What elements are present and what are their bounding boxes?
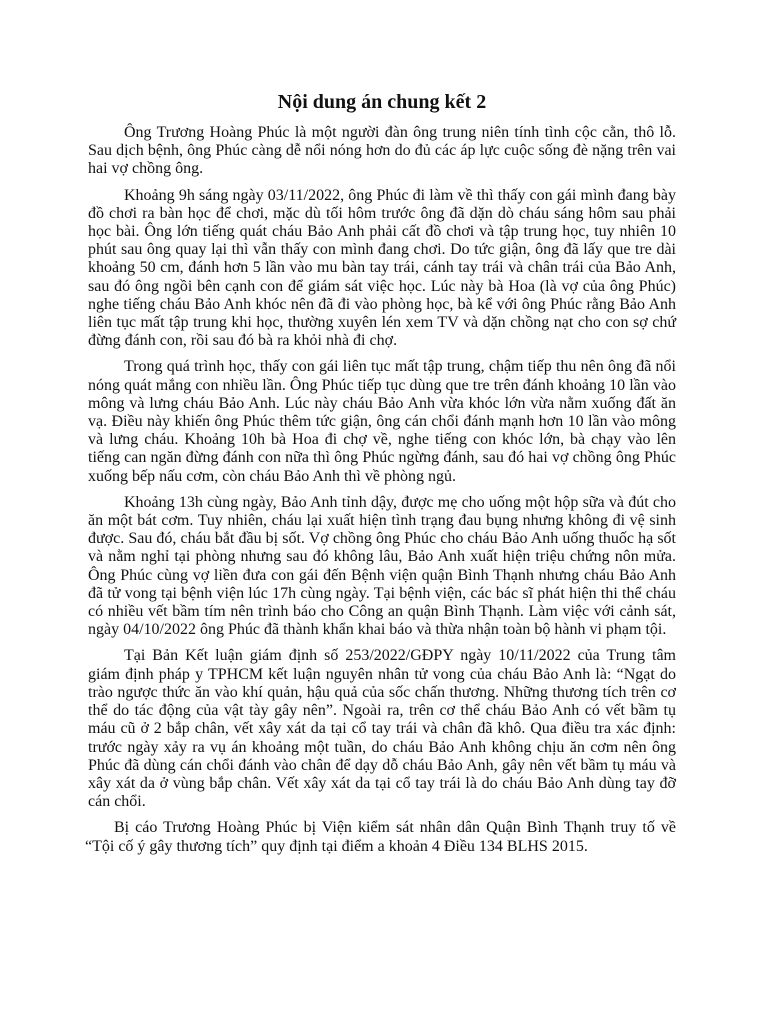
paragraph-3: Trong quá trình học, thấy con gái liên tục mất tập trung, chậm tiếp thu nên ông đã nổi nóng quát mắng con nhiều lần. Ông Phúc tiếp tục dùng que tre trên đánh khoảng 10 lần vào mông và lưng cháu Bảo Anh. Lúc này cháu Bảo Anh vừa khóc lớn vừa nằm xuống đất ăn vạ. Điều này khiến ông Phúc thêm tức giận, ông cán chổi đánh mạnh hơn 10 lần vào mông và lưng cháu. Khoảng 10h bà Hoa đi chợ về, nghe tiếng con khóc lớn, bà chạy vào lên tiếng can ngăn đừng đánh con nữa thì ông Phúc ngừng đánh, sau đó hai vợ chồng ông Phúc xuống bếp nấu cơm, còn cháu Bảo Anh thì về phòng ngủ.	[88, 358, 676, 485]
paragraph-5: Tại Bản Kết luận giám định số 253/2022/GĐPY ngày 10/11/2022 của Trung tâm giám định pháp y TPHCM kết luận nguyên nhân tử vong của cháu Bảo Anh là: “Ngạt do trào ngược thức ăn vào khí quản, hậu quả của sốc chấn thương. Những thương tích trên cơ thể do tác động của vật tày gây nên”. Ngoài ra, trên cơ thể cháu Bảo Anh có vết bầm tụ máu cũ ở 2 bắp chân, vết xây xát da tại cổ tay trái và chân đã khô. Qua điều tra xác định: trước ngày xảy ra vụ án khoảng một tuần, do cháu Bảo Anh không chịu ăn cơm nên ông Phúc đã dùng cán chổi đánh vào chân để dạy dỗ cháu Bảo Anh, gây nên vết bầm tụ máu và xây xát da ở vùng bắp chân. Vết xây xát da tại cổ tay trái là do cháu Bảo Anh dùng tay đỡ cán chổi.	[88, 647, 676, 811]
document-title: Nội dung án chung kết 2	[277, 91, 487, 113]
paragraph-2: Khoảng 9h sáng ngày 03/11/2022, ông Phúc đi làm về thì thấy con gái mình đang bày đồ chơi ra bàn học để chơi, mặc dù tối hôm trước ông đã dặn dò cháu sáng hôm sau phải học bài. Ông lớn tiếng quát cháu Bảo Anh phải cất đồ chơi và tập trung học, tuy nhiên 10 phút sau ông quay lại thì vẫn thấy con mình đang chơi. Do tức giận, ông đã lấy que tre dài khoảng 50 cm, đánh hơn 5 lần vào mu bàn tay trái, cánh tay trái và chân trái của Bảo Anh, sau đó ông ngồi bên cạnh con để giám sát việc học. Lúc này bà Hoa (là vợ của ông Phúc) nghe tiếng cháu Bảo Anh khóc nên đã đi vào phòng học, bà kể với ông Phúc rằng Bảo Anh liên tục mất tập trung khi học, thường xuyên lén xem TV và dặn chồng nạt cho con sợ chứ đừng đánh con, rồi sau đó bà ra khỏi nhà đi chợ.	[88, 186, 676, 350]
paragraph-4: Khoảng 13h cùng ngày, Bảo Anh tỉnh dậy, được mẹ cho uống một hộp sữa và đút cho ăn một bát cơm. Tuy nhiên, cháu lại xuất hiện tình trạng đau bụng nhưng không đi vệ sinh được. Sau đó, cháu bắt đầu bị sốt. Vợ chồng ông Phúc cho cháu Bảo Anh uống thuốc hạ sốt và nằm nghỉ tại phòng nhưng sau đó không lâu, Bảo Anh xuất hiện triệu chứng nôn mửa. Ông Phúc cùng vợ liền đưa con gái đến Bệnh viện quận Bình Thạnh nhưng cháu Bảo Anh đã tử vong tại bệnh viện lúc 17h cùng ngày. Tại bệnh viện, các bác sĩ phát hiện thi thể cháu có nhiều vết bầm tím nên trình báo cho Công an quận Bình Thạnh. Làm việc với cảnh sát, ngày 04/10/2022 ông Phúc đã thành khẩn khai báo và thừa nhận toàn bộ hành vi phạm tội.	[88, 493, 676, 639]
paragraph-6: Bị cáo Trương Hoàng Phúc bị Viện kiểm sát nhân dân Quận Bình Thạnh truy tố về “Tội cố ý gây thương tích” quy định tại điểm a khoản 4 Điều 134 BLHS 2015.	[85, 819, 676, 855]
document-page	[85, 88, 676, 864]
paragraph-1: Ông Trương Hoàng Phúc là một người đàn ông trung niên tính tình cộc cằn, thô lỗ. Sau dịch bệnh, ông Phúc càng dễ nổi nóng hơn do đủ các áp lực cuộc sống đè nặng trên vai hai vợ chồng ông.	[88, 124, 676, 178]
